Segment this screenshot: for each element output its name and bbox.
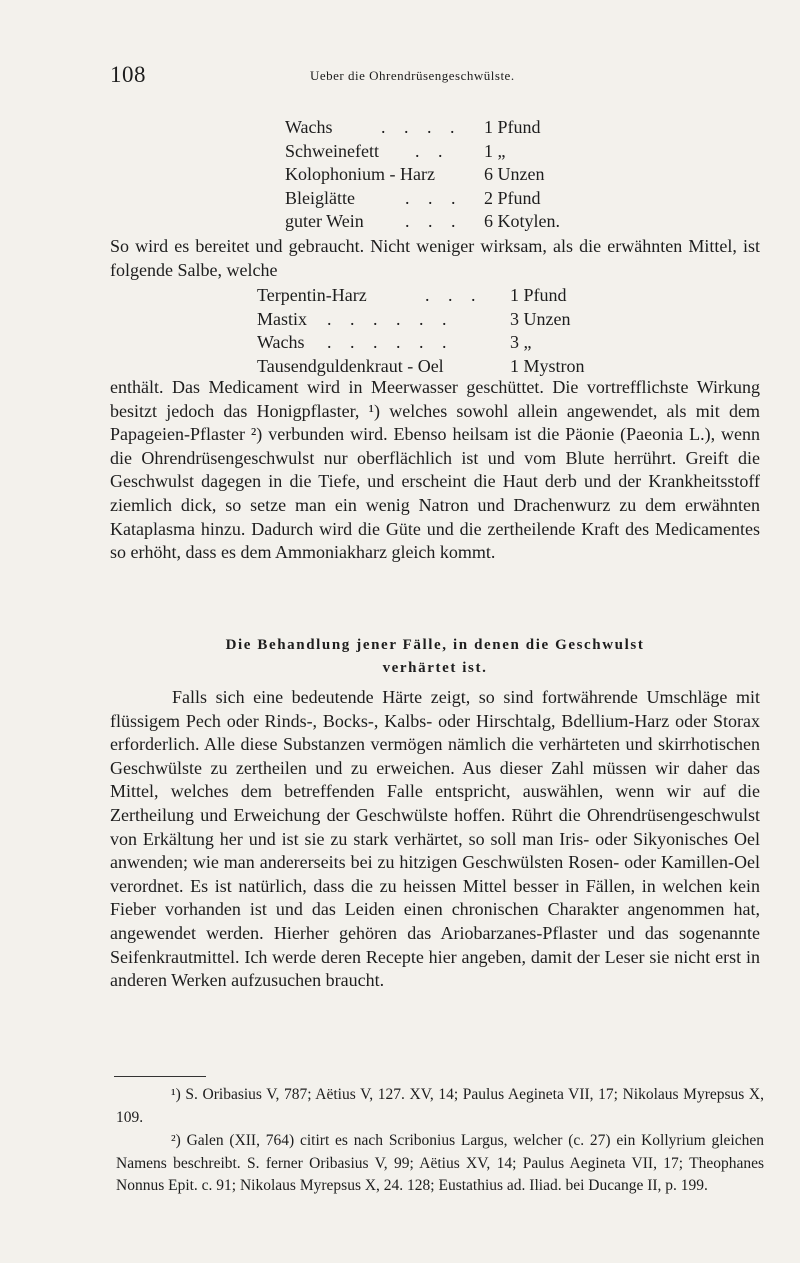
quantity: 6 Unzen bbox=[484, 164, 545, 184]
ingredient: Terpentin-Harz bbox=[257, 285, 367, 305]
leader-dots: . . . . . . bbox=[327, 308, 454, 329]
paragraph: So wird es bereitet und gebraucht. Nicht weniger wirksam, als die erwähnten Mittel, ist folgende Salbe, welche bbox=[110, 236, 760, 280]
footnote: ²) Galen (XII, 764) citirt es nach Scribonius Largus, welcher (c. 27) ein Kollyrium gleichen Namens beschreibt. S. ferner Oribasius V, 99; Aëtius XV, 14; Paulus Aegineta VII, 17; Theophanes Nonnus Epit. c. 91; Nikolaus Myrepsus X, 24. 128; Eustathius ad. Iliad. bei Ducange II, p. 199. bbox=[116, 1132, 764, 1194]
ingredient: Bleiglätte bbox=[285, 187, 355, 208]
leader-dots: . . . . . . bbox=[327, 332, 454, 352]
ingredient: Schweinefett bbox=[285, 140, 379, 161]
leader-dots: . . . bbox=[425, 285, 483, 305]
quantity: 1 Mystron bbox=[510, 355, 585, 376]
leader-dots: . . bbox=[415, 140, 450, 161]
paragraph: Falls sich eine bedeutende Härte zeigt, so sind fortwährende Umschläge mit flüssigem Pech oder Rinds-, Bocks-, Kalbs- oder Hirschtalg, Bdellium-Harz oder Storax erforderlich. Alle diese Substanzen vermögen nämlich die verhärteten und skirrhotischen Geschwülste zu zertheilen und zu erweichen. Aus dieser Zahl müssen wir daher das Mittel, welches dem betreffenden Falle entspricht, auswählen, wenn wir auf die Zertheilung und Erweichung der Geschwülste hoffen. Rührt die Ohrendrüsengeschwulst von Erkältung her und ist sie zu stark verhärtet, so soll man Iris- oder Sikyonisches Oel anwenden; wie man andererseits bei zu hitzigen Geschwülsten Rosen- oder Kamillen-Oel verordnet. Es ist natürlich, dass die zu heissen Mittel besser in Fällen, in welchen kein Fieber vorhanden ist und das Leiden einen chronischen Charakter angenommen hat, angewendet werden. Hierher gehören das Ariobarzanes-Pflaster und das sogenannte Seifenkrautmittel. Ich werde deren Recepte hier angeben, damit der Leser sie nicht erst in anderen Werken aufzusuchen braucht. bbox=[110, 687, 760, 991]
quantity: 1 Pfund bbox=[484, 117, 541, 137]
footnote-divider bbox=[114, 1076, 206, 1077]
leader-dots: . . . bbox=[405, 187, 463, 208]
ingredient: Wachs bbox=[285, 117, 333, 137]
section-heading-line: verhärtet ist. bbox=[382, 660, 488, 676]
ingredient: Mastix bbox=[257, 308, 308, 329]
quantity: 3 „ bbox=[510, 332, 532, 352]
section-heading bbox=[110, 634, 760, 680]
quantity: 2 Pfund bbox=[484, 187, 541, 208]
quantity: 6 Kotylen. bbox=[484, 211, 560, 231]
quantity: 3 Unzen bbox=[510, 308, 571, 329]
ingredient: guter Wein bbox=[285, 211, 364, 231]
ingredient: Wachs bbox=[257, 332, 305, 352]
leader-dots: . . . bbox=[405, 211, 463, 231]
ingredient: Kolophonium - Harz bbox=[285, 164, 435, 184]
running-title: Ueber die Ohrendrüsengeschwülste. bbox=[310, 68, 515, 83]
section-heading-line: Die Behandlung jener Fälle, in denen die Geschwulst bbox=[225, 637, 645, 653]
paragraph: enthält. Das Medicament wird in Meerwasser geschüttet. Die vortrefflichste Wirkung besitzt jedoch das Honigpflaster, ¹) welches sowohl allein angewendet, als mit dem Papageien-Pflaster ²) verbunden wird. Ebenso heilsam ist die Päonie (Paeonia L.), wenn die Ohrendrüsengeschwulst nur oberflächlich ist und vom Blute herrührt. Greift die Geschwulst dagegen in die Tiefe, und erscheint die Haut derb und der Krankheitsstoff ziemlich dick, so setze man ein wenig Natron und Drachenwurz zu dem erwähnten Kataplasma hinzu. Dadurch wird die Güte und die zertheilende Kraft des Medicamentes so erhöht, dass es dem Ammoniakharz gleich kommt. bbox=[110, 377, 760, 563]
quantity: 1 Pfund bbox=[510, 285, 567, 305]
footnote: ¹) S. Oribasius V, 787; Aëtius V, 127. XV, 14; Paulus Aegineta VII, 17; Nikolaus Myrepsus X, 109. bbox=[116, 1086, 764, 1126]
page-header bbox=[110, 62, 760, 92]
ingredient: Tausendguldenkraut - Oel bbox=[257, 355, 444, 376]
quantity: 1 „ bbox=[484, 140, 506, 161]
leader-dots: . . . . bbox=[381, 117, 462, 137]
page-number: 108 bbox=[110, 62, 146, 87]
